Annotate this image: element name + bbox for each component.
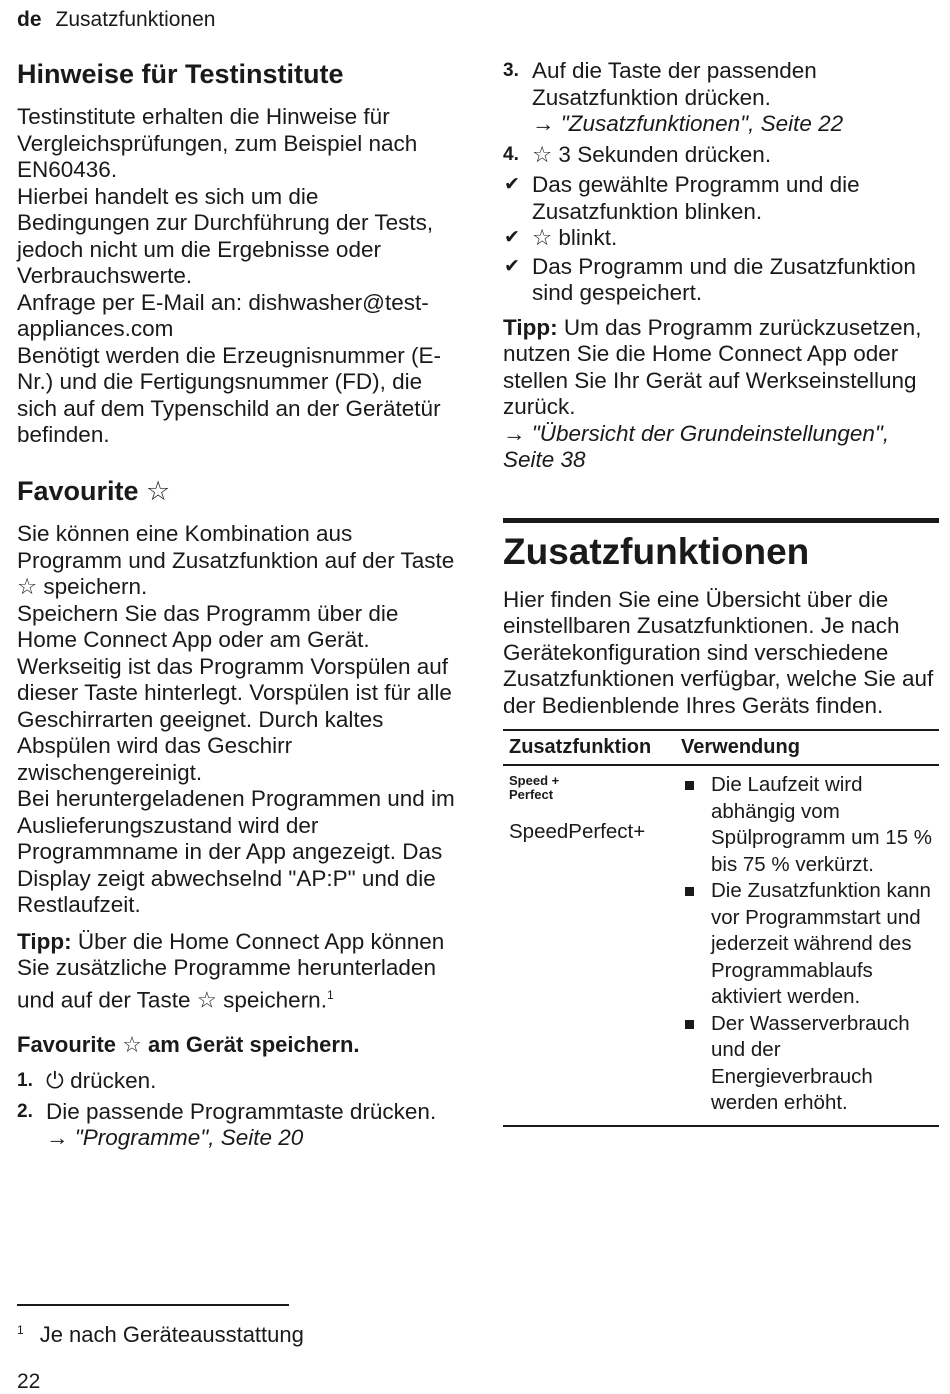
result-text: Das gewählte Programm und die Zusatzfunktion blinken.: [532, 172, 860, 224]
header-section: Zusatzfunktionen: [55, 8, 216, 31]
page-header: [17, 8, 215, 32]
left-column: [17, 58, 457, 1152]
reset-tip: [503, 315, 939, 474]
column-header: Zusatzfunktion: [509, 736, 652, 758]
step-text: Auf die Taste der passenden Zusatzfunktion drücken.: [532, 58, 817, 110]
zusatzfunktionen-section: [503, 518, 939, 1127]
step-number: 3.: [503, 60, 519, 81]
result-1: [503, 172, 939, 225]
favourite-title: Favourite: [17, 475, 139, 506]
tip-label: Tipp:: [17, 928, 72, 954]
tip-text: Um das Programm zurückzusetzen, nutzen Sie die Home Connect App oder stellen Sie Ihr Gerät auf Werkseinstellung zurück.: [503, 314, 922, 419]
logo-plus: +: [551, 773, 560, 788]
paragraph: Speichern Sie das Programm über die Home Connect App oder am Gerät.: [17, 600, 399, 653]
tip-text-end: speichern.: [216, 987, 327, 1013]
language-code: de: [17, 8, 42, 31]
usage-list: [681, 772, 933, 1117]
paragraph: Anfrage per E-Mail an: dishwasher@test-appliances.com: [17, 289, 429, 342]
step-number: 4.: [503, 143, 519, 165]
paragraph: Hierbei handelt es sich um die Bedingungen zur Durchführung der Tests, jedoch nicht um die Ergebnisse oder Verbrauchswerte.: [17, 183, 434, 289]
checkmark-icon: ✔: [504, 255, 520, 277]
zusatzfunktionen-intro: Hier finden Sie eine Übersicht über die einstellbaren Zusatzfunktionen. Je nach Gerätekonfiguration sind verschiedene Zusatzfunktionen verfügbar, welche Sie auf der Bedienblende Ihres Geräts finden.: [503, 586, 934, 718]
list-item: Die Zusatzfunktion kann vor Programmstart und jederzeit während des Programmablaufs aktiviert werden.: [681, 878, 933, 1011]
table-header-row: [503, 730, 939, 765]
page-number: 22: [17, 1370, 41, 1393]
cross-reference-link[interactable]: → "Zusatzfunktionen", Seite 22: [532, 111, 844, 136]
result-text: Das Programm und die Zusatzfunktion sind gespeichert.: [532, 253, 916, 305]
zusatzfunktionen-heading: Zusatzfunktionen: [503, 530, 810, 572]
paragraph: Werkseitig ist das Programm Vorspülen auf dieser Taste hinterlegt. Vorspülen ist für alle Geschirrarten geeignet. Durch kaltes Abspülen wird das Geschirr zwischengereinigt.: [17, 653, 452, 785]
logo-text: Speed: [509, 773, 549, 788]
testinstitute-heading: Hinweise für Testinstitute: [17, 59, 344, 89]
list-item: Der Wasserverbrauch und der Energieverbrauch werden erhöht.: [681, 1011, 933, 1117]
list-item: Die Laufzeit wird abhängig vom Spülprogramm um 15 % bis 75 % verkürzt.: [681, 772, 933, 878]
star-icon: ☆: [196, 987, 217, 1013]
testinstitute-text: [17, 104, 457, 449]
step-number: 1.: [17, 1070, 33, 1092]
speedperfect-logo: [509, 774, 559, 802]
paragraph: Benötigt werden die Erzeugnisnummer (E-Nr.) und die Fertigungsnummer (FD), die sich auf dem Typenschild an der Gerätetür befinden.: [17, 342, 441, 448]
step-3: [503, 58, 939, 138]
footnote-ref: 1: [326, 987, 334, 1002]
text-fragment: Sie können eine Kombination aus Programm und Zusatzfunktion auf der Taste: [17, 521, 455, 573]
right-column: [503, 58, 939, 1127]
function-cell: [503, 765, 675, 1126]
step-1: [17, 1068, 457, 1095]
favourite-heading: [17, 475, 457, 507]
step-4: [503, 142, 939, 169]
footnote-divider: [17, 1304, 289, 1306]
step-text: Die passende Programmtaste drücken.: [46, 1098, 437, 1124]
save-title-start: Favourite: [17, 1031, 123, 1057]
save-title-end: am Gerät speichern.: [141, 1031, 360, 1057]
paragraph: [17, 521, 457, 601]
checkmark-icon: ✔: [504, 174, 520, 195]
footnote-text: Je nach Geräteausstattung: [39, 1322, 304, 1347]
step-2: [17, 1099, 457, 1152]
favourite-text: [17, 521, 457, 919]
tip-text: Über die Home Connect App können Sie zusätzliche Programme herunterladen und auf der Taste: [17, 928, 445, 1013]
star-icon: ☆: [532, 225, 553, 250]
column-header: Verwendung: [681, 736, 800, 758]
paragraph: Bei heruntergeladenen Programmen und im Auslieferungszustand wird der Programmname in der App angezeigt. Das Display zeigt abwechselnd "AP:P" und die Restlaufzeit.: [17, 786, 455, 918]
star-icon: ☆: [17, 574, 38, 600]
result-text: blinkt.: [552, 225, 618, 250]
step-text: drücken.: [63, 1068, 157, 1094]
save-heading: [17, 1032, 457, 1058]
logo-text: Perfect: [509, 787, 554, 802]
step-number: 2.: [17, 1100, 33, 1122]
text-fragment: speichern.: [37, 574, 148, 600]
star-icon: ☆: [532, 141, 553, 167]
footnote-number: 1: [17, 1322, 24, 1337]
table-row: [503, 765, 939, 1126]
cross-reference-link[interactable]: → "Programme", Seite 20: [46, 1125, 304, 1151]
result-3: [503, 254, 939, 307]
zusatzfunktionen-table: [503, 729, 939, 1127]
checkmark-icon: ✔: [504, 227, 520, 248]
footnote: [17, 1322, 304, 1348]
tip-label: Tipp:: [503, 314, 558, 340]
step-text: 3 Sekunden drücken.: [552, 141, 772, 167]
favourite-tip: [17, 929, 457, 1014]
cross-reference-link[interactable]: → "Übersicht der Grundeinstellungen", Seite 38: [503, 420, 890, 472]
star-icon: ☆: [146, 475, 171, 506]
usage-cell: [675, 765, 939, 1126]
function-name: SpeedPerfect+: [509, 819, 646, 843]
paragraph: Testinstitute erhalten die Hinweise für Vergleichsprüfungen, zum Beispiel nach EN60436.: [17, 104, 418, 183]
power-icon: ⏻: [46, 1068, 64, 1094]
result-2: [503, 225, 939, 252]
star-icon: ☆: [122, 1031, 142, 1057]
